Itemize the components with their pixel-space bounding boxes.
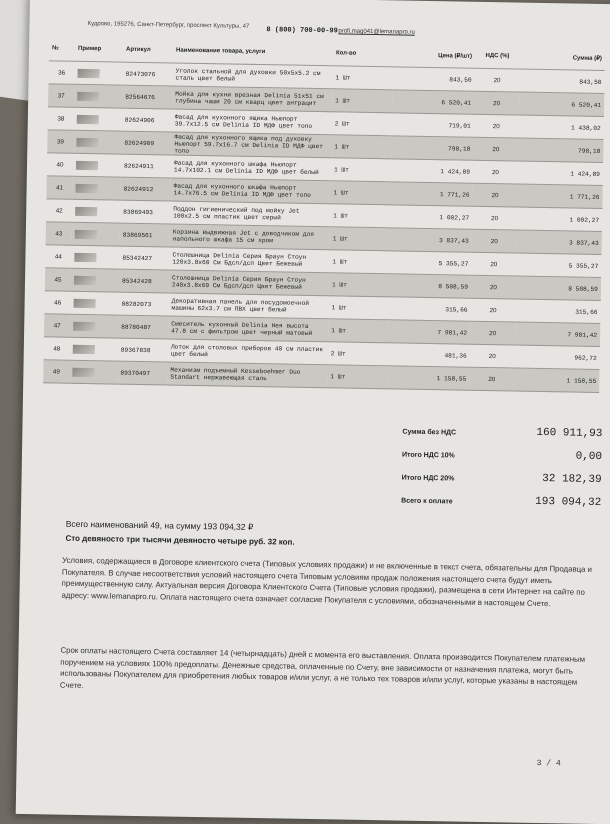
row-sku: 82624912 [120, 177, 170, 201]
row-number: 42 [46, 199, 72, 222]
row-qty: 1 Шт [330, 181, 390, 205]
total-label: Итого НДС 10% [401, 451, 455, 460]
row-vat: 20 [470, 298, 515, 322]
product-thumbnail [74, 298, 96, 307]
row-qty: 1 Шт [330, 227, 390, 251]
row-sku: 88282073 [118, 292, 168, 316]
row-sum: 798,18 [518, 138, 603, 162]
row-example-image [69, 360, 117, 384]
row-number: 47 [44, 314, 70, 337]
row-name: Фасад для кухонного ящика под духовку Ньюпорт 59.7x16.7 см Delinia ID МДФ цвет топо [171, 132, 331, 158]
items-table [43, 36, 605, 393]
row-name: Столешница Delinia Серия Браун Стоун 240x3.8x60 См Бдсп/дсп Цвет Бежевый [169, 270, 329, 296]
row-qty: 1 Шт [332, 66, 392, 90]
total-label: Итого НДС 20% [401, 474, 455, 483]
total-value: 0,00 [575, 450, 603, 464]
row-vat: 20 [469, 367, 514, 391]
row-name: Фасад для кухонного ящика Ньюпорт 39.7x12.5 см Delinia ID МДФ цвет топо [172, 109, 332, 135]
total-value: 193 094,32 [535, 495, 602, 510]
row-number: 40 [47, 153, 73, 176]
row-vat: 20 [474, 91, 519, 115]
row-vat: 20 [470, 321, 515, 345]
row-number: 46 [44, 291, 70, 314]
row-qty: 2 Шт [328, 342, 388, 366]
col-vat: НДС (%) [485, 52, 510, 60]
amount-in-words: Сто девяносто три тысячи девяносто четыре руб. 32 коп. [65, 533, 295, 547]
payment-terms-paragraph: Срок оплаты настоящего Счета составляет 14 (четырнадцать) дней с момента его выставления. Оплата производится Покупателем платежным поручением на условиях 100% предоплаты. Денежные средства, оплаченные по Счету, вне зависимости от назначения платежа, могут быть использованы Покупателем для приобретения любых товаров и/или услуг, а не только тех товаров и/или услуг, которые указаны в настоящем Счете. [59, 645, 586, 690]
row-number: 44 [45, 245, 71, 268]
row-qty: 1 Шт [331, 158, 391, 182]
product-thumbnail [77, 91, 99, 100]
row-example-image [70, 314, 118, 338]
total-value: 32 182,39 [542, 473, 602, 487]
col-qty: Кол-во [335, 50, 357, 57]
row-name: Фасад для кухонного шкафа Ньюпорт 14.7x102.1 см Delinia ID МДФ цвет белый [171, 155, 331, 181]
row-sum: 843,50 [519, 69, 604, 93]
row-sku: 82624906 [122, 108, 172, 132]
totals-block [401, 423, 603, 518]
row-sum: 1 771,26 [517, 184, 602, 208]
row-number: 48 [44, 337, 70, 360]
total-label: Всего к оплате [401, 497, 453, 506]
col-name: Наименование товара, услуги [175, 47, 266, 56]
row-vat: 20 [471, 275, 516, 299]
product-thumbnail [77, 114, 99, 123]
row-example-image [71, 245, 119, 269]
row-name: Поддон гигиенический под мойку Jet 100x2.5 см пластик цвет серый [170, 201, 330, 227]
col-number: № [52, 45, 59, 52]
row-example-image [72, 222, 120, 246]
row-qty: 1 Шт [328, 319, 388, 343]
row-number: 45 [45, 268, 71, 291]
invoice-page [16, 0, 610, 824]
row-qty: 1 Шт [332, 89, 392, 113]
store-phone: 8 (800) 700-00-99 [266, 26, 338, 36]
row-example-image [73, 130, 121, 154]
row-sum: 962,72 [515, 345, 600, 369]
product-thumbnail [73, 321, 95, 330]
total-label: Сумма без НДС [402, 428, 457, 437]
total-value: 160 911,93 [536, 426, 603, 441]
row-vat: 20 [472, 229, 517, 253]
row-vat: 20 [470, 344, 515, 368]
row-price: 1 424,89 [391, 159, 473, 183]
row-price: 1 002,27 [390, 205, 472, 229]
row-sum: 1 158,55 [514, 368, 599, 392]
store-address: Кудрово, 195276, Санкт-Петербург, проспект Культуры, 47 [87, 21, 250, 30]
row-sum: 8 508,59 [516, 276, 601, 300]
product-thumbnail [78, 68, 100, 77]
row-example-image [70, 337, 118, 361]
row-price: 5 355,27 [389, 251, 471, 275]
col-price: Цена (₽/шт) [438, 52, 473, 60]
row-sum: 1 002,27 [517, 207, 602, 231]
product-thumbnail [72, 367, 94, 376]
row-vat: 20 [474, 114, 519, 138]
row-price: 798,18 [391, 136, 473, 160]
row-name: Механизм подъемный Kesseboehmer Duo Standart нержавеющая сталь [167, 362, 327, 388]
row-example-image [72, 176, 120, 200]
row-number: 49 [43, 360, 69, 383]
row-sku: 85342427 [119, 246, 169, 270]
row-number: 36 [48, 61, 74, 84]
row-sku: 82624911 [121, 154, 171, 178]
product-thumbnail [75, 206, 97, 215]
row-example-image [70, 291, 118, 315]
row-sum: 315,66 [515, 299, 600, 323]
product-thumbnail [74, 275, 96, 284]
row-qty: 1 Шт [327, 365, 387, 389]
row-vat: 20 [474, 68, 519, 92]
total-row [402, 446, 602, 472]
row-number: 39 [47, 130, 73, 153]
row-vat: 20 [473, 160, 518, 184]
row-price: 7 981,42 [388, 320, 470, 344]
row-price: 719,01 [392, 113, 474, 137]
row-qty: 1 Шт [328, 296, 388, 320]
total-row [401, 469, 601, 495]
row-vat: 20 [471, 252, 516, 276]
row-example-image [72, 199, 120, 223]
row-sku: 85342428 [119, 269, 169, 293]
row-sku: 82564676 [122, 85, 172, 109]
row-price: 3 837,43 [390, 228, 472, 252]
row-sku: 82473076 [122, 62, 172, 86]
row-sku: 83869493 [120, 200, 170, 224]
col-sum: Сумма (₽) [572, 54, 603, 62]
row-qty: 1 Шт [329, 273, 389, 297]
items-count-summary: Всего наименований 49, на сумму 193 094,32 ₽ [65, 518, 254, 532]
row-price: 6 520,41 [392, 90, 474, 114]
product-thumbnail [74, 252, 96, 261]
col-sku: Артикул [125, 46, 151, 54]
row-vat: 20 [473, 137, 518, 161]
row-sku: 88780487 [118, 315, 168, 339]
row-example-image [71, 268, 119, 292]
row-price: 8 508,59 [389, 274, 471, 298]
total-row [401, 492, 601, 518]
row-qty: 1 Шт [329, 250, 389, 274]
row-sku: 82624909 [121, 131, 171, 155]
page-number: 3 / 4 [536, 758, 561, 769]
row-number: 38 [48, 107, 74, 130]
row-example-image [74, 107, 122, 131]
row-example-image [73, 153, 121, 177]
product-thumbnail [76, 160, 98, 169]
row-name: Фасад для кухонного шкафа Ньюпорт 14.7x76.5 см Delinia ID МДФ цвет топо [170, 178, 330, 204]
row-price: 481,36 [388, 343, 470, 367]
row-number: 37 [48, 84, 74, 107]
row-qty: 2 Шт [332, 112, 392, 136]
row-sum: 5 355,27 [516, 253, 601, 277]
row-number: 43 [46, 222, 72, 245]
row-vat: 20 [472, 206, 517, 230]
row-price: 315,66 [388, 297, 470, 321]
row-vat: 20 [472, 183, 517, 207]
row-sum: 6 520,41 [519, 92, 604, 116]
col-example: Пример [77, 45, 102, 53]
row-sum: 1 438,02 [519, 115, 604, 139]
row-name: Уголок стальной для духовки 50x5x5.2 см сталь цвет белый [172, 63, 332, 89]
row-example-image [74, 84, 122, 108]
product-thumbnail [75, 229, 97, 238]
row-sum: 3 837,43 [517, 230, 602, 254]
row-qty: 1 Шт [331, 135, 391, 159]
row-sum: 1 424,89 [518, 161, 603, 185]
row-sum: 7 981,42 [515, 322, 600, 346]
row-qty: 1 Шт [330, 204, 390, 228]
total-row [402, 423, 602, 449]
terms-paragraph: Условия, содержащиеся в Договоре клиентского счета (Типовых условиях продажи) и не включенные в текст счета, обязательны для Продавца и Покупателя. В случае несоответствия условий настоящего счета Типовым условиям продаж положения настоящего счета будут иметь преимущественную силу. Актуальная версия Договора Клиентского Счета (Типовые условия продажи), размещена в сети Интернет на сайте по адресу: www.lemanapro.ru. Оплата настоящего счета означает согласие Покупателя с условиями, обозначенными в настоящем Счете. [61, 555, 593, 608]
row-sku: 83869561 [120, 223, 170, 247]
row-name: Мойка для кухни врезная Delinia 51x51 см глубина чаши 20 см кварц цвет антрацит [172, 86, 332, 112]
product-thumbnail [76, 183, 98, 192]
row-price: 1 771,26 [390, 182, 472, 206]
row-sku: 89367838 [118, 338, 168, 362]
row-sku: 89370497 [117, 361, 167, 385]
row-example-image [74, 61, 122, 85]
row-price: 843,50 [392, 67, 474, 91]
row-name: Столешница Delinia Серия Браун Стоун 120x3.8x60 См Бдсп/дсп Цвет Бежевый [169, 247, 329, 273]
product-thumbnail [73, 344, 95, 353]
row-name: Корзина выдвижная Jet с доводчиком для напольного шкафа 15 см хром [170, 224, 330, 250]
product-thumbnail [76, 137, 98, 146]
row-price: 1 158,55 [387, 366, 469, 390]
store-email: profi.mag041@lemanapro.ru [338, 28, 415, 36]
row-name: Лоток для столовых приборов 40 см пластик цвет белый [168, 339, 328, 365]
row-name: Декоративная панель для посудомоечной машины 62x3.7 см ПВХ цвет белый [168, 293, 328, 319]
row-name: Смеситель кухонный Delinia Нея высота 47.8 см с фильтром цвет черный матовый [168, 316, 328, 342]
row-number: 41 [46, 176, 72, 199]
